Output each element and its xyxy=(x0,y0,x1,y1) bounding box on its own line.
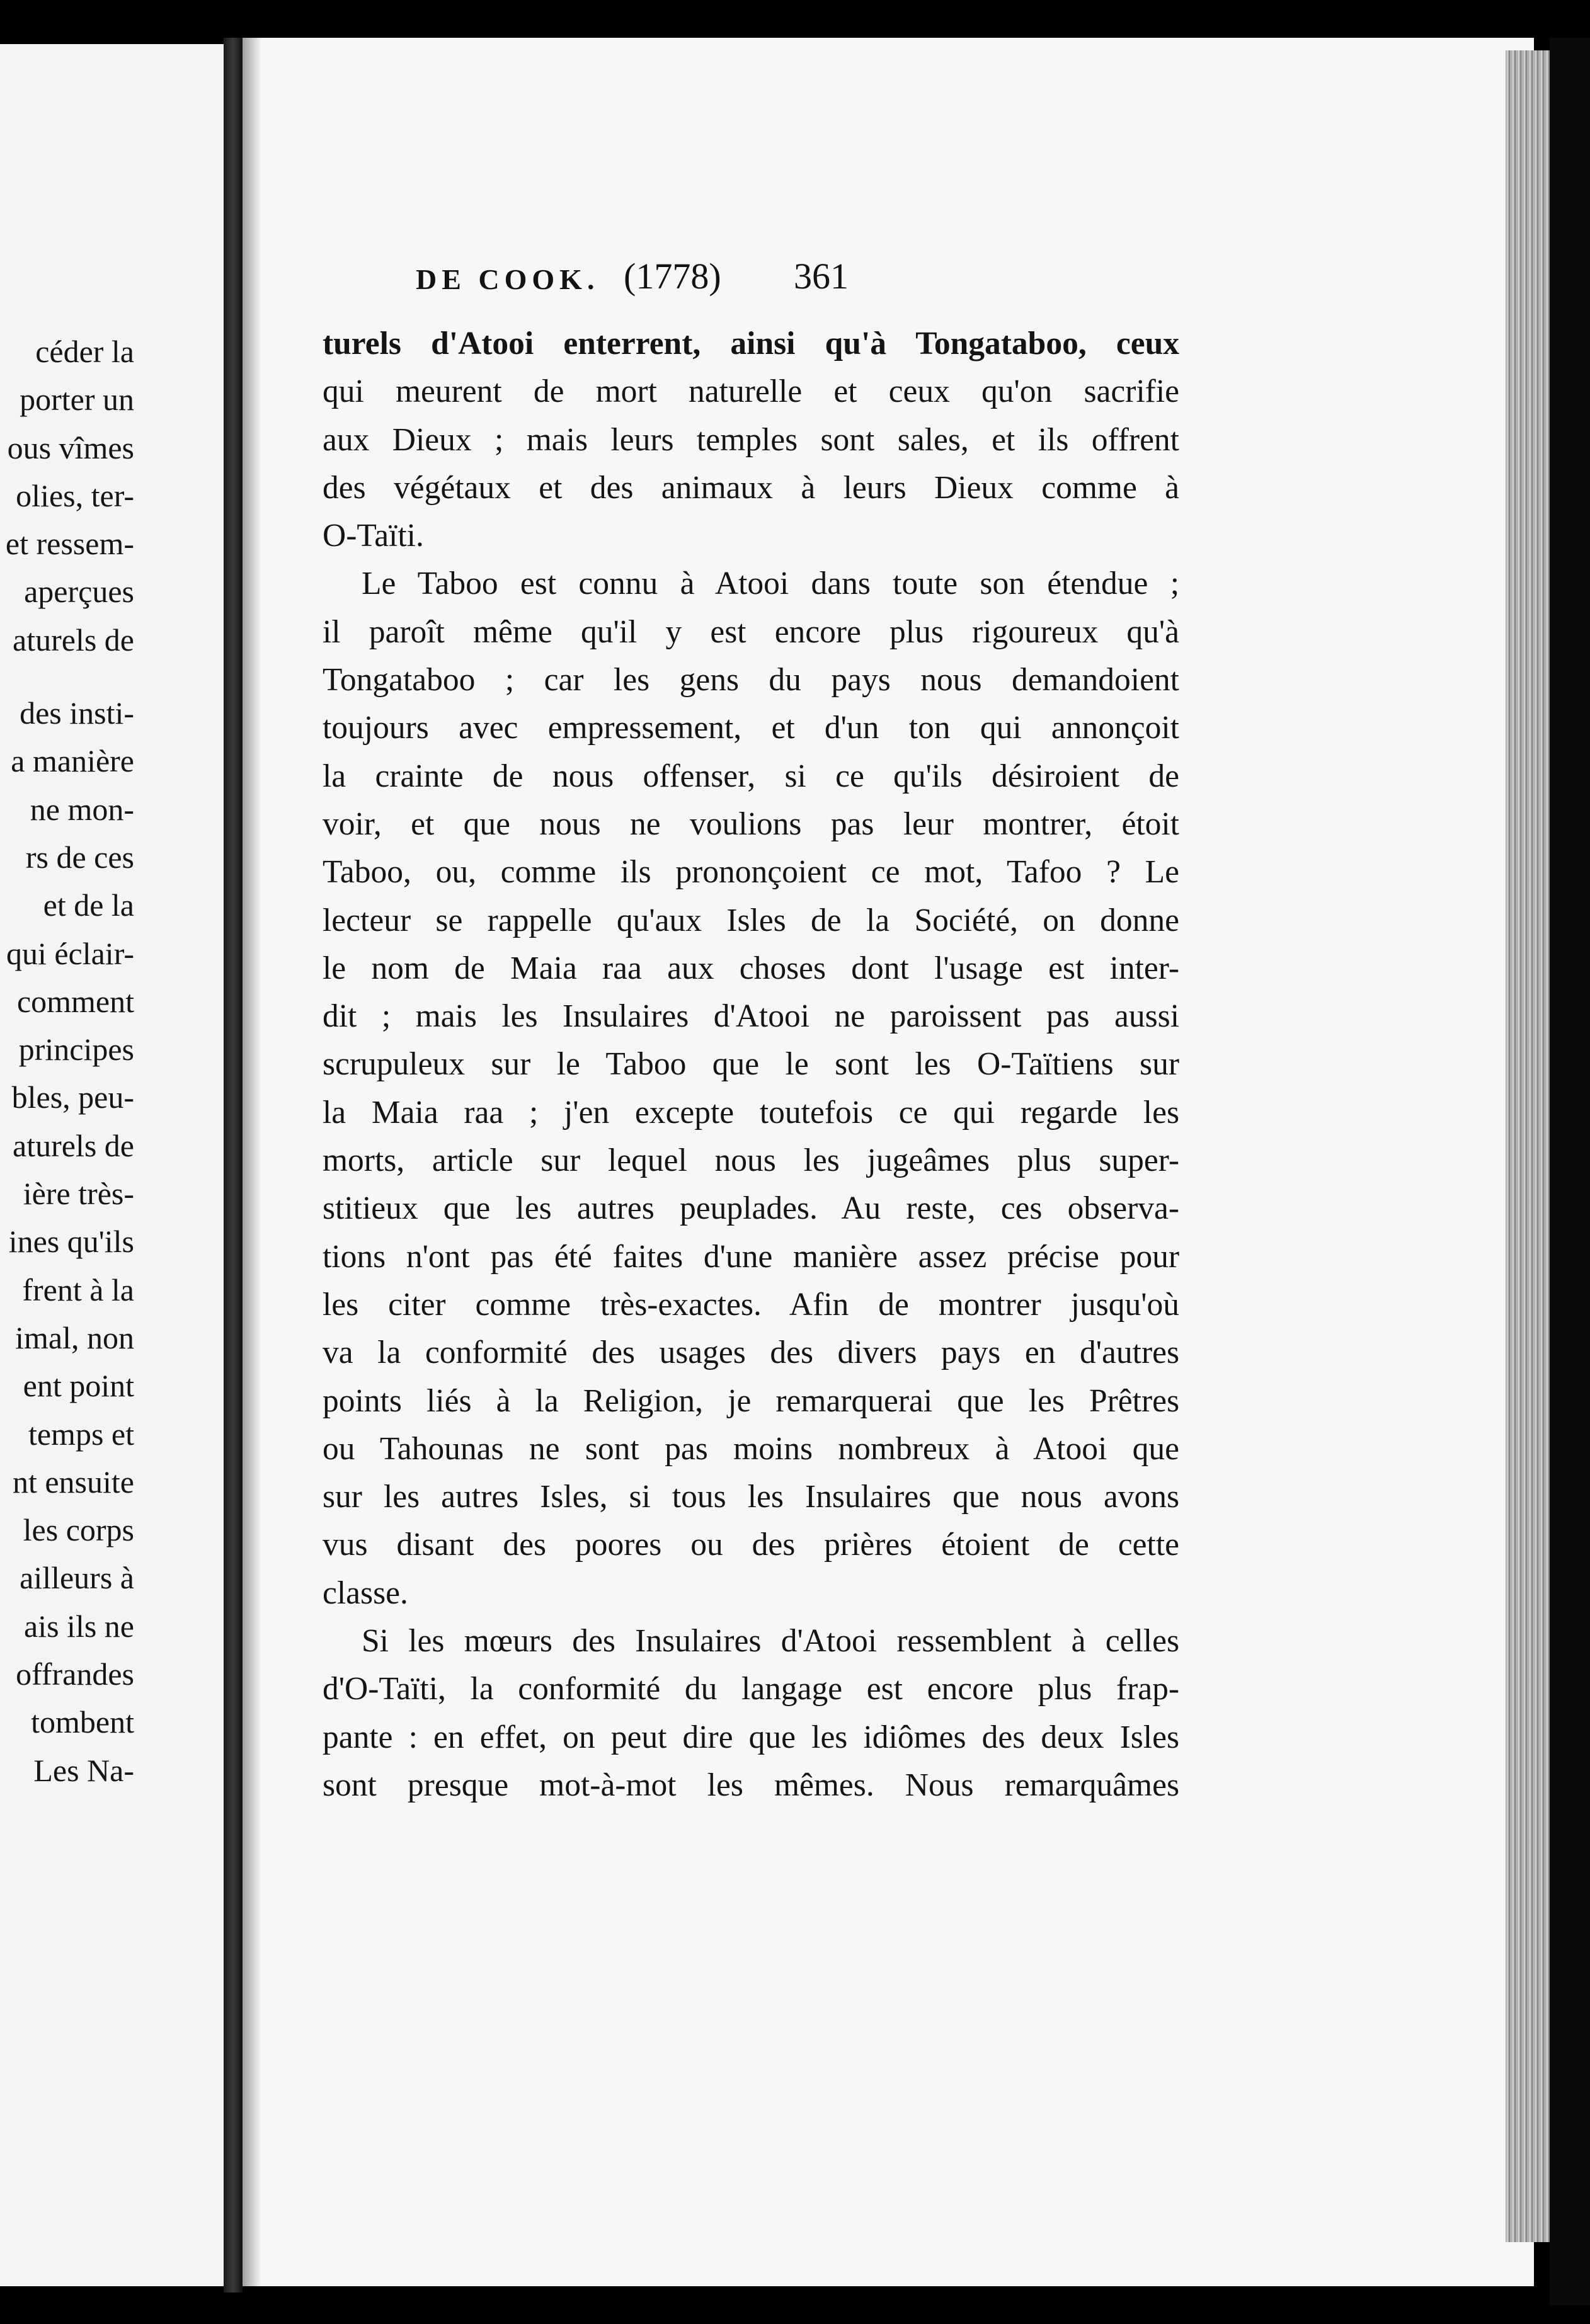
left-line: comment xyxy=(16,983,134,1019)
left-line: aperçues xyxy=(24,574,134,610)
body-line: Tongataboo ; car les gens du pays nous demandoient xyxy=(323,662,1179,698)
body-line: scrupuleux sur le Taboo que le sont les O-Taïtiens sur xyxy=(323,1046,1179,1083)
body-line: O-Taïti. xyxy=(323,518,424,554)
body-line: ou Tahounas ne sont pas moins nombreux à Atooi que xyxy=(323,1430,1179,1467)
left-line: frent à la xyxy=(22,1272,134,1307)
left-line: porter un xyxy=(20,382,134,418)
body-line: lecteur se rappelle qu'aux Isles de la Société, on donne xyxy=(323,902,1179,938)
page-stack-edge xyxy=(1506,50,1550,2242)
body-line: le nom de Maia raa aux choses dont l'usage est inter- xyxy=(323,950,1179,986)
left-line: ous vîmes xyxy=(7,430,134,465)
left-line: ent point xyxy=(23,1368,134,1404)
left-line: les corps xyxy=(23,1512,134,1548)
left-line: et de la xyxy=(43,887,134,923)
left-line: olies, ter- xyxy=(16,477,134,513)
left-line: et ressem- xyxy=(5,526,134,562)
left-line: des insti- xyxy=(20,695,134,731)
left-line: qui éclair- xyxy=(6,935,134,971)
body-line: aux Dieux ; mais leurs temples sont sales, et ils offrent xyxy=(323,421,1179,458)
running-head-title: DE COOK. xyxy=(416,263,600,295)
body-line: sont presque mot-à-mot les mêmes. Nous remarquâmes xyxy=(323,1767,1179,1803)
previous-page xyxy=(0,44,224,2286)
body-line: toujours avec empressement, et d'un ton qui annonçoit xyxy=(323,710,1179,746)
body-line: sur les autres Isles, si tous les Insulaires que nous avons xyxy=(323,1479,1179,1515)
body-line: dit ; mais les Insulaires d'Atooi ne paroissent pas aussi xyxy=(323,998,1179,1035)
left-line: ailleurs à xyxy=(20,1560,134,1596)
running-head xyxy=(416,255,1172,312)
left-line: tombent xyxy=(31,1704,134,1740)
running-head-year: (1778) xyxy=(624,256,721,297)
left-line: rs de ces xyxy=(25,839,134,875)
body-line: voir, et que nous ne voulions pas leur montrer, étoit xyxy=(323,806,1179,842)
body-line: il paroît même qu'il y est encore plus rigoureux qu'à xyxy=(323,613,1179,650)
body-line: qui meurent de mort naturelle et ceux qu'on sacrifie xyxy=(323,373,1179,410)
body-line: Taboo, ou, comme ils prononçoient ce mot, Tafoo ? Le xyxy=(323,854,1179,891)
body-line: Le Taboo est connu à Atooi dans toute son étendue ; xyxy=(362,566,1179,602)
body-text xyxy=(323,320,1179,1809)
left-line: ière très- xyxy=(23,1176,134,1212)
body-line: Si les mœurs des Insulaires d'Atooi ressemblent à celles xyxy=(362,1623,1179,1660)
left-line: temps et xyxy=(28,1416,134,1452)
left-line: ne mon- xyxy=(30,791,134,827)
left-line: nt ensuite xyxy=(12,1464,134,1500)
body-line: vus disant des poores ou des prières étoient de cette xyxy=(323,1527,1179,1563)
previous-page-text xyxy=(0,328,134,1794)
left-line: principes xyxy=(18,1032,134,1068)
body-line: turels d'Atooi enterrent, ainsi qu'à Tongataboo, ceux xyxy=(323,326,1179,362)
body-line: pante : en effet, on peut dire que les idiômes des deux Isles xyxy=(323,1719,1179,1755)
page-number: 361 xyxy=(794,256,849,297)
left-line: céder la xyxy=(35,334,134,369)
left-line: offrandes xyxy=(16,1656,134,1692)
body-line: tions n'ont pas été faites d'une manière assez précise pour xyxy=(323,1238,1179,1275)
left-line: ines qu'ils xyxy=(8,1224,134,1260)
left-line: aturels de xyxy=(13,622,134,658)
body-line: les citer comme très-exactes. Afin de montrer jusqu'où xyxy=(323,1286,1179,1323)
body-line: d'O-Taïti, la conformité du langage est encore plus frap- xyxy=(323,1671,1179,1707)
body-line: va la conformité des usages des divers pays en d'autres xyxy=(323,1335,1179,1371)
left-line: Les Na- xyxy=(33,1752,134,1788)
fold-shadow xyxy=(243,38,261,2286)
book-gutter xyxy=(224,38,243,2293)
page-edge-shadow xyxy=(1550,38,1590,2305)
left-line: imal, non xyxy=(15,1319,134,1355)
body-line: la Maia raa ; j'en excepte toutefois ce qui regarde les xyxy=(323,1094,1179,1131)
left-line: aturels de xyxy=(13,1127,134,1163)
body-line: classe. xyxy=(323,1575,408,1611)
body-line: morts, article sur lequel nous les jugeâmes plus super- xyxy=(323,1142,1179,1179)
left-line: ais ils ne xyxy=(24,1608,134,1644)
body-line: stitieux que les autres peuplades. Au reste, ces observa- xyxy=(323,1190,1179,1227)
left-line: a manière xyxy=(11,743,134,779)
left-line: bles, peu- xyxy=(11,1079,134,1115)
body-line: la crainte de nous offenser, si ce qu'ils désiroient de xyxy=(323,758,1179,794)
body-line: des végétaux et des animaux à leurs Dieux comme à xyxy=(323,469,1179,506)
body-line: points liés à la Religion, je remarquerai que les Prêtres xyxy=(323,1382,1179,1419)
